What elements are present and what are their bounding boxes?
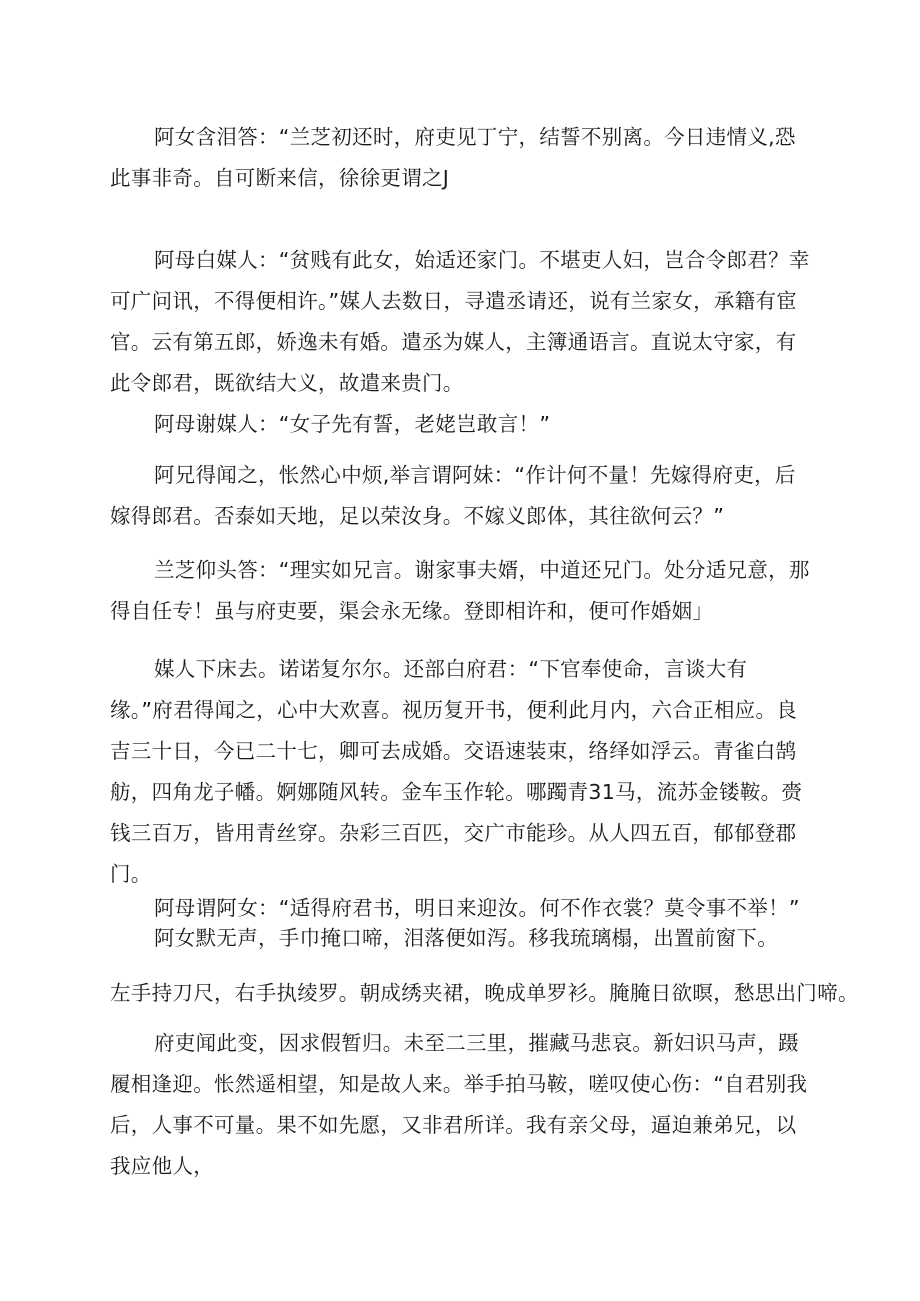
paragraph: 左手持刀尺，右手执绫罗。朝成绣夹裙，晚成单罗衫。腌腌日欲暝，愁思出门啼。 [110, 981, 859, 1005]
paragraph: 媒人下床去。诺诺复尔尔。还部白府君：“下官奉使命，言谈大有缘。”府君得闻之，心中大欢喜。视历复开书，便利此月内，六合正相应。良吉三十日，今已二十七，卿可去成婚。交语速装束，络绎如浮云。青雀白鹄舫，四角龙子幡。婀娜随风转。金车玉作轮。哪躅青31马，流苏金镂鞍。赍钱三百万，皆用青丝穿。杂彩三百匹，交广市能珍。从人四五百，郁郁登郡门。 [110, 657, 803, 886]
paragraph: 阿女含泪答：“兰芝初还时，府吏见丁宁，结誓不别离。今日违情义,恐此事非奇。自可断来信，徐徐更谓之J [110, 125, 796, 190]
paragraph: 阿母白媒人：“贫贱有此女，始适还家门。不堪吏人妇，岂合令郎君？幸可广问讯，不得便相许。”媒人去数日，寻遣丞请还，说有兰家女，承籍有宦官。云有第五郎，娇逸未有婚。遣丞为媒人，主簿通语言。直说太守家，有此令郎君，既欲结大义，故遣来贵门。 [110, 248, 810, 395]
paragraph: 阿母谢媒人：“女子先有誓，老姥岂敢言！” [154, 412, 551, 436]
paragraph: 阿母谓阿女：“适得府君书，明日来迎汝。何不作衣裳？莫令事不举！” [154, 896, 800, 920]
paragraph: 阿兄得闻之，怅然心中烦,举言谓阿妹：“作计何不量！先嫁得府吏，后嫁得郎君。否泰如天地，足以荣汝身。不嫁义郎体，其往欲何云？” [110, 463, 796, 528]
paragraph: 兰芝仰头答：“理实如兄言。谢家事夫婿，中道还兄门。处分适兄意，那得自任专！虽与府吏要，渠会永无缘。登即相许和，便可作婚姻」 [110, 558, 810, 623]
paragraph: 府吏闻此变，因求假暂归。未至二三里，摧藏马悲哀。新妇识马声，蹑履相逢迎。怅然遥相望，知是故人来。举手拍马鞍，嗟叹使心伤：“自君别我后，人事不可量。果不如先愿，又非君所详。我有亲父母，逼迫兼弟兄，以我应他人， [110, 1031, 808, 1178]
paragraph: 阿女默无声，手巾掩口啼，泪落便如泻。移我琉璃榻，出置前窗下。 [154, 926, 778, 950]
